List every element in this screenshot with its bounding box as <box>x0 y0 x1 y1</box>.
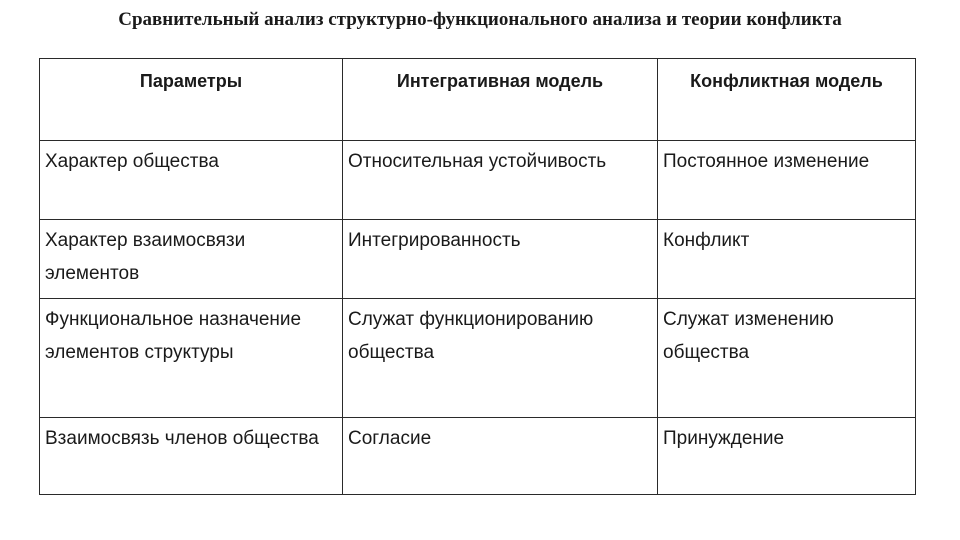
header-parameters: Параметры <box>40 59 343 141</box>
header-integrative-model: Интегративная модель <box>343 59 658 141</box>
table-cell-conflict: Служат изменению общества <box>658 299 916 418</box>
table-cell-conflict: Конфликт <box>658 220 916 299</box>
table-cell-integrative: Относительная устойчивость <box>343 141 658 220</box>
table-cell-integrative: Интегрированность <box>343 220 658 299</box>
table-cell-parameter: Характер общества <box>40 141 343 220</box>
table-cell-conflict: Принуждение <box>658 418 916 495</box>
table-cell-parameter: Взаимосвязь членов общества <box>40 418 343 495</box>
page-title: Сравнительный анализ структурно-функционального анализа и теории конфликта <box>118 9 842 30</box>
header-conflict-model: Конфликтная модель <box>658 59 916 141</box>
table-cell-conflict: Постоянное изменение <box>658 141 916 220</box>
table-header-row <box>40 59 916 141</box>
comparison-table <box>39 58 916 495</box>
table-row <box>40 418 916 495</box>
table-cell-integrative: Служат функционированию общества <box>343 299 658 418</box>
table-cell-integrative: Согласие <box>343 418 658 495</box>
table-row <box>40 299 916 418</box>
table-row <box>40 141 916 220</box>
table-cell-parameter: Функциональное назначение элементов структуры <box>40 299 343 418</box>
table-row <box>40 220 916 299</box>
table-cell-parameter: Характер взаимосвязи элементов <box>40 220 343 299</box>
